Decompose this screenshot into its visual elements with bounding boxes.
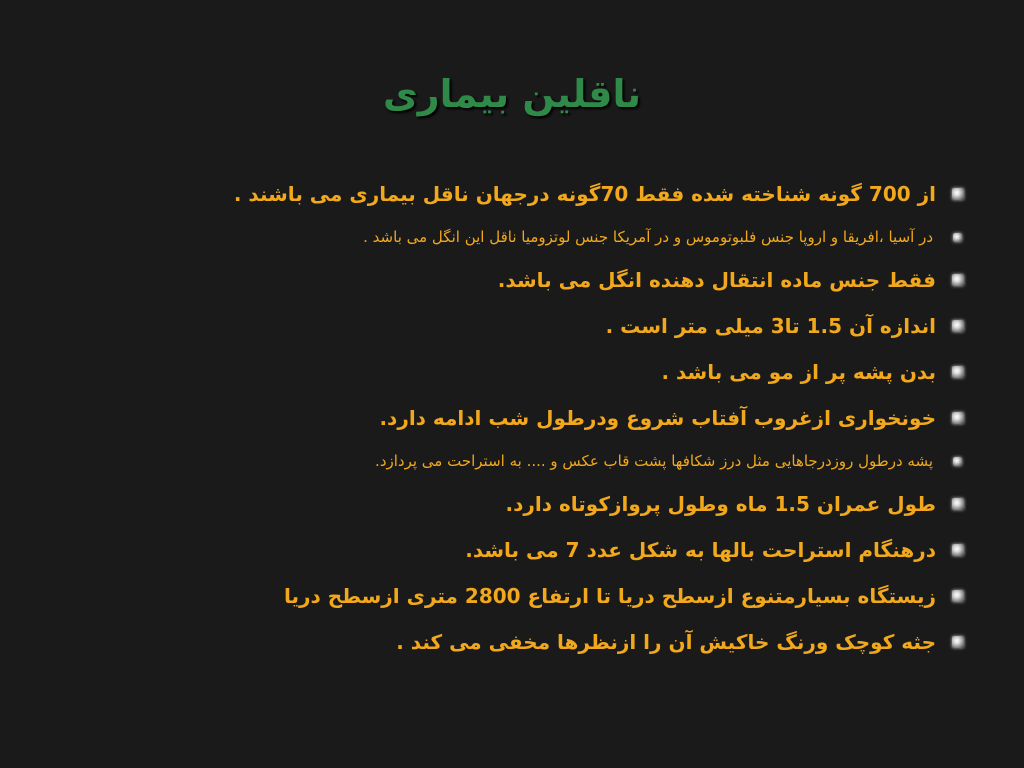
square-bullet-icon: [952, 320, 964, 332]
square-bullet-icon: [952, 274, 964, 286]
bullet-list: [84, 178, 964, 672]
bullet-text: بدن پشه پر از مو می باشد .: [661, 360, 936, 384]
bullet-text: خونخواری ازغروب آفتاب شروع ودرطول شب ادامه دارد.: [379, 406, 936, 430]
bullet-text: در آسیا ،افریقا و اروپا جنس فلبوتوموس و در آمریکا جنس لوتزومیا ناقل این انگل می باشد .: [363, 228, 933, 246]
bullet-text: جثه کوچک ورنگ خاکیش آن را ازنظرها مخفی می کند .: [396, 630, 936, 654]
square-bullet-icon: [952, 498, 964, 510]
bullet-text: درهنگام استراحت بالها به شکل عدد 7 می باشد.: [465, 538, 936, 562]
square-bullet-icon: [953, 233, 962, 242]
square-bullet-icon: [952, 590, 964, 602]
bullet-item: [84, 356, 964, 388]
square-bullet-icon: [952, 412, 964, 424]
square-bullet-icon: [952, 544, 964, 556]
bullet-item: [84, 488, 964, 520]
bullet-text: از 700 گونه شناخته شده فقط 70گونه درجهان ناقل بیماری می باشند .: [233, 182, 936, 206]
bullet-item: [84, 534, 964, 566]
slide-title: ناقلین بیماری: [382, 72, 642, 116]
bullet-text: طول عمران 1.5 ماه وطول پروازکوتاه دارد.: [505, 492, 936, 516]
bullet-item: [84, 448, 964, 474]
bullet-text: پشه درطول روزدرجاهایی مثل درز شکافها پشت قاب عکس و .... به استراحت می پردازد.: [375, 452, 933, 470]
bullet-text: فقط جنس ماده انتقال دهنده انگل می باشد.: [497, 268, 936, 292]
bullet-item: [84, 264, 964, 296]
square-bullet-icon: [952, 366, 964, 378]
square-bullet-icon: [952, 188, 964, 200]
square-bullet-icon: [953, 457, 962, 466]
bullet-text: زیستگاه بسیارمتنوع ازسطح دریا تا ارتفاع 2800 متری ازسطح دریا: [283, 584, 936, 608]
bullet-item: [84, 580, 964, 612]
bullet-item: [84, 224, 964, 250]
bullet-text: اندازه آن 1.5 تا3 میلی متر است .: [605, 314, 936, 338]
bullet-item: [84, 310, 964, 342]
bullet-item: [84, 402, 964, 434]
square-bullet-icon: [952, 636, 964, 648]
bullet-item: [84, 178, 964, 210]
bullet-item: [84, 626, 964, 658]
